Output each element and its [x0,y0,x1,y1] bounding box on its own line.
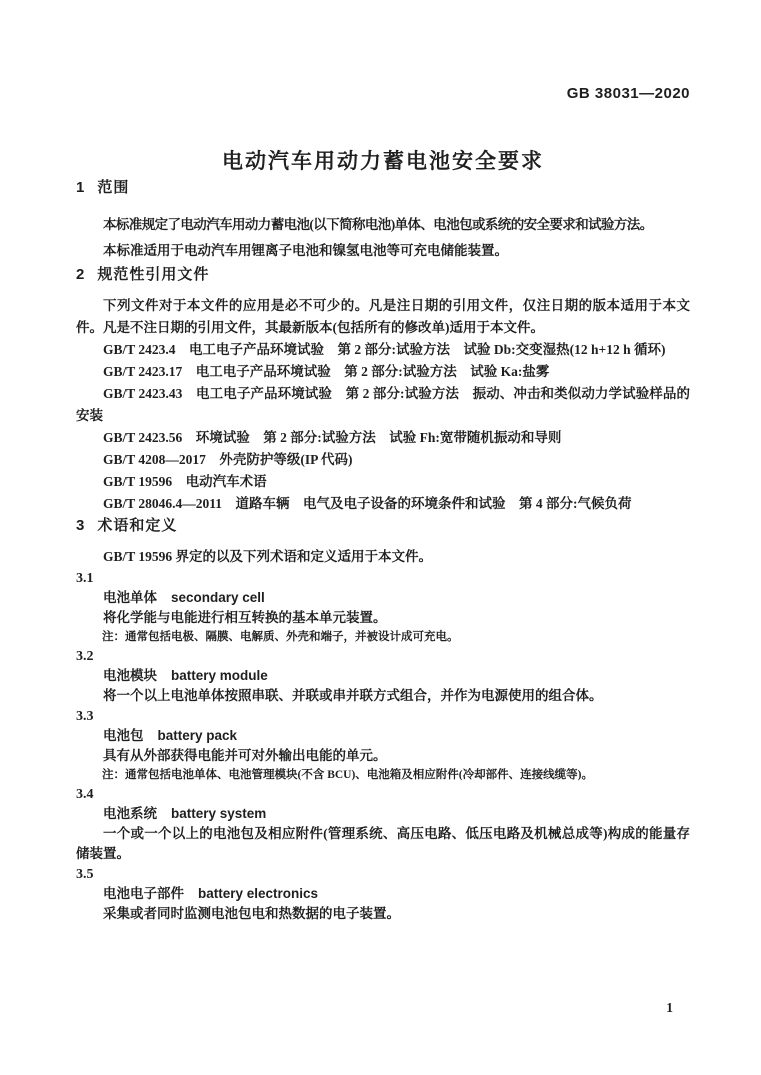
standard-code: GB 38031—2020 [566,85,690,102]
term-name-zh: 电池模块 [103,668,157,683]
reference-item: GB/T 28046.4—2011 道路车辆 电气及电子设备的环境条件和试验 第 4 部分:气候负荷 [103,496,632,511]
section-1-number: 1 [76,179,85,196]
references-intro: 下列文件对于本文件的应用是必不可少的。凡是注日期的引用文件，仅注日期的版本适用于本文件。凡是不注日期的引用文件，其最新版本(包括所有的修改单)适用于本文件。 [76,298,690,335]
reference-item: GB/T 2423.17 电工电子产品环境试验 第 2 部分:试验方法 试验 Ka:盐雾 [103,364,550,379]
term-note: 注：通常包括电极、隔膜、电解质、外壳和端子，并被设计成可充电。 [102,631,459,643]
term-name-en: battery pack [157,728,238,743]
term-definition: 将一个以上电池单体按照串联、并联或串并联方式组合，并作为电源使用的组合体。 [103,688,603,703]
page-content [76,85,690,924]
term-name-en: secondary cell [171,590,265,605]
term-name-en: battery module [171,668,268,683]
term-name [76,666,690,686]
term-number: 3.5 [76,867,94,882]
section-1-title: 范围 [97,179,130,196]
term-definition: 采集或者同时监测电池包电和热数据的电子装置。 [103,906,400,921]
term-definition: 将化学能与电能进行相互转换的基本单元装置。 [103,610,387,625]
term-number: 3.3 [76,709,94,724]
term-name [76,726,690,746]
reference-item: GB/T 2423.56 环境试验 第 2 部分:试验方法 试验 Fh:宽带随机振动和导则 [103,430,562,445]
term-name-en: battery electronics [198,886,319,901]
term-definition: 具有从外部获得电能并可对外输出电能的单元。 [103,748,387,763]
term-name [76,804,690,824]
term-name-zh: 电池包 [103,728,144,743]
term-definition: 一个或一个以上的电池包及相应附件(管理系统、高压电路、低压电路及机械总成等)构成的能量存储装置。 [76,826,690,861]
term-number: 3.2 [76,649,94,664]
section-1-paragraph-2: 本标准适用于电动汽车用锂离子电池和镍氢电池等可充电储能装置。 [103,243,508,258]
page-title: 电动汽车用动力蓄电池安全要求 [222,150,544,173]
term-entry [76,648,690,706]
term-number: 3.4 [76,787,94,802]
section-2-title: 规范性引用文件 [97,266,210,283]
term-number: 3.1 [76,571,94,586]
term-entry [76,570,690,646]
section-3-number: 3 [76,517,85,534]
section-3-heading [76,515,690,536]
reference-item: GB/T 2423.4 电工电子产品环境试验 第 2 部分:试验方法 试验 Db:交变湿热(12 h+12 h 循环) [103,342,666,357]
reference-item: GB/T 2423.43 电工电子产品环境试验 第 2 部分:试验方法 振动、冲击和类似动力学试验样品的安装 [76,386,690,423]
section-1-heading [76,177,690,198]
term-entry [76,708,690,784]
section-2-heading [76,264,690,285]
term-name-zh: 电池单体 [103,590,157,605]
section-3-title: 术语和定义 [97,517,178,534]
term-name [76,884,690,904]
section-1-paragraph-1: 本标准规定了电动汽车用动力蓄电池(以下简称电池)单体、电池包或系统的安全要求和试验方法。 [103,217,653,232]
term-entry [76,786,690,864]
term-entry [76,866,690,924]
term-name-en: battery system [171,806,267,821]
reference-item: GB/T 4208—2017 外壳防护等级(IP 代码) [103,452,353,467]
terms-intro: GB/T 19596 界定的以及下列术语和定义适用于本文件。 [103,549,433,564]
term-name-zh: 电池系统 [103,806,157,821]
page-number: 1 [666,1000,673,1015]
term-name-zh: 电池电子部件 [103,886,184,901]
term-name [76,588,690,608]
section-2-number: 2 [76,266,85,283]
term-note: 注：通常包括电池单体、电池管理模块(不含 BCU)、电池箱及相应附件(冷却部件、连接线缆等)。 [102,769,593,781]
reference-item: GB/T 19596 电动汽车术语 [103,474,267,489]
